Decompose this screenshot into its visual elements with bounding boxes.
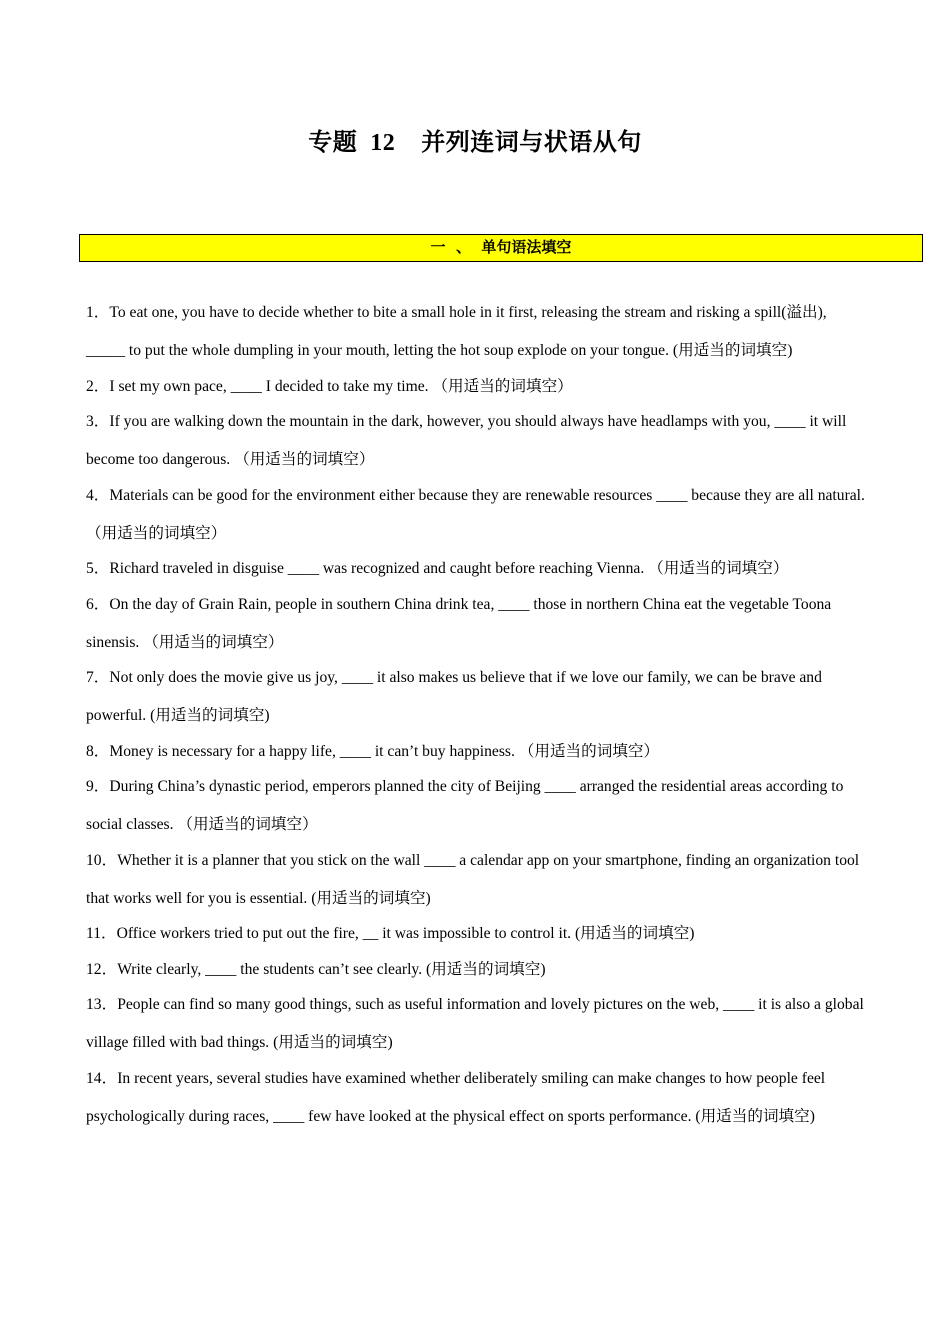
question-item: 6．On the day of Grain Rain, people in southern China drink tea, ____ those in northern China eat the vegetable Toona sinensis. （用适当的词填空） bbox=[86, 595, 832, 651]
question-item: 13．People can find so many good things, such as useful information and lovely pictures on the web, ____ it is also a global village filled with bad things. (用适当的词填空) bbox=[86, 996, 864, 1051]
question-item: 3．If you are walking down the mountain in the dark, however, you should always have headlamps with you, ____ it will become too dangerous. （用适当的词填空） bbox=[86, 413, 847, 468]
question-item: 9．During China’s dynastic period, emperors planned the city of Beijing ____ arranged the residential areas according to social classes. （用适当的词填空） bbox=[86, 778, 844, 833]
question-item: 11．Office workers tried to put out the fire, __ it was impossible to control it. (用适当的词填空) bbox=[86, 925, 695, 942]
question-item: 5．Richard traveled in disguise ____ was recognized and caught before reaching Vienna. （用适当的词填空） bbox=[86, 560, 789, 577]
question-item: 10．Whether it is a planner that you stick on the wall ____ a calendar app on your smartphone, finding an organization tool that works well for you is essential. (用适当的词填空) bbox=[86, 851, 860, 907]
question-item: 4．Materials can be good for the environment either because they are renewable resources ____ because they are all natural. （用适当的词填空） bbox=[86, 486, 865, 542]
question-item: 1．To eat one, you have to decide whether to bite a small hole in it first, releasing the stream and risking a spill(溢出), _____ to put the whole dumpling in your mouth, letting the hot soup explode on your tongue. (用适当的词填空) bbox=[86, 304, 827, 359]
question-item: 8．Money is necessary for a happy life, ____ it can’t buy happiness. （用适当的词填空） bbox=[86, 742, 660, 760]
section-heading: 一 、 单句语法填空 bbox=[79, 234, 923, 262]
question-list bbox=[86, 294, 868, 1133]
question-item: 2．I set my own pace, ____ I decided to take my time. （用适当的词填空） bbox=[86, 377, 573, 395]
question-item: 7．Not only does the movie give us joy, ____ it also makes us believe that if we love our family, we can be brave and powerful. (用适当的词填空) bbox=[86, 669, 822, 724]
question-item: 14．In recent years, several studies have examined whether deliberately smiling can make changes to how people feel psychologically during races, ____ few have looked at the physical effect on sports performance. (用适当的词填空) bbox=[86, 1069, 826, 1125]
question-item: 12．Write clearly, ____ the students can’t see clearly. (用适当的词填空) bbox=[86, 960, 546, 978]
page-title: 专题 12 并列连词与状语从句 bbox=[308, 130, 642, 156]
